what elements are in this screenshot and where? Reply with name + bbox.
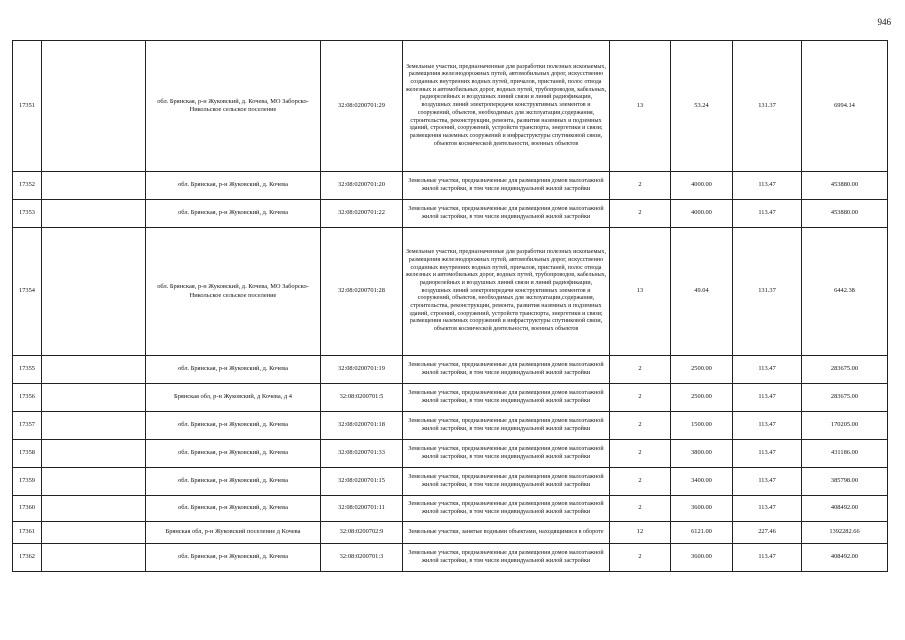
land-use-cell: Земельные участки, предназначенные для размещения домов малоэтажной жилой застройки, в том числе индивидуальной жилой застройки bbox=[403, 440, 610, 468]
blank-cell bbox=[42, 412, 146, 440]
cadastral-number-cell: 32:08:0200701:19 bbox=[321, 356, 403, 384]
group-cell: 12 bbox=[610, 522, 671, 544]
row-number: 17361 bbox=[13, 522, 42, 544]
address-cell: Брянская обл, р-н Жуковский, д Кочева, д 4 bbox=[146, 384, 321, 412]
land-use-cell: Земельные участки, предназначенные для разработки полезных ископаемых, размещения железнодорожных путей, автомобильных дорог, искусственно созданных внутренних водных путей, причалов, пристаней, полос отвода железных и автомобильных дорог, водных путей, трубопроводов, кабельных, радиорелейных и воздушных линий связи и линий радиофикации, воздушных линий электропередачи конструктивных элементов и сооружений, объектов, необходимых для эксплуатации,содержания, строительства, реконструкции, ремонта, развития наземных и подземных зданий, строений, сооружений, устройств транспорта, энергетики и связи; размещения наземных сооружений и инфраструктуры спутниковой связи, объектов космической деятельности, военных объектов bbox=[403, 228, 610, 356]
blank-cell bbox=[42, 522, 146, 544]
cadastral-value-cell: 6994.14 bbox=[802, 41, 888, 172]
rate-cell: 113.47 bbox=[733, 200, 802, 228]
table-row bbox=[13, 384, 888, 412]
cadastral-value-cell: 453880.00 bbox=[802, 172, 888, 200]
cadastral-value-cell: 170205.00 bbox=[802, 412, 888, 440]
area-cell: 3800.00 bbox=[671, 440, 733, 468]
address-cell: обл. Брянская, р-н Жуковский, д. Кочева, МО Заборско-Никольское сельское поселение bbox=[146, 41, 321, 172]
cadastral-value-cell: 1392282.66 bbox=[802, 522, 888, 544]
rate-cell: 113.47 bbox=[733, 412, 802, 440]
cadastral-number-cell: 32:08:0200702:9 bbox=[321, 522, 403, 544]
blank-cell bbox=[42, 41, 146, 172]
table-row bbox=[13, 356, 888, 384]
rate-cell: 131.37 bbox=[733, 228, 802, 356]
blank-cell bbox=[42, 544, 146, 572]
area-cell: 49.04 bbox=[671, 228, 733, 356]
cadastral-value-cell: 283675.00 bbox=[802, 384, 888, 412]
row-number: 17354 bbox=[13, 228, 42, 356]
cadastral-value-table bbox=[12, 40, 888, 572]
cadastral-value-cell: 408492.00 bbox=[802, 544, 888, 572]
row-number: 17353 bbox=[13, 200, 42, 228]
rate-cell: 113.47 bbox=[733, 440, 802, 468]
row-number: 17358 bbox=[13, 440, 42, 468]
area-cell: 53.24 bbox=[671, 41, 733, 172]
cadastral-value-cell: 453880.00 bbox=[802, 200, 888, 228]
rate-cell: 113.47 bbox=[733, 544, 802, 572]
blank-cell bbox=[42, 356, 146, 384]
group-cell: 2 bbox=[610, 440, 671, 468]
land-use-cell: Земельные участки, предназначенные для размещения домов малоэтажной жилой застройки, в том числе индивидуальной жилой застройки bbox=[403, 544, 610, 572]
group-cell: 2 bbox=[610, 172, 671, 200]
group-cell: 2 bbox=[610, 544, 671, 572]
address-cell: обл. Брянская, р-н Жуковский, д. Кочева bbox=[146, 496, 321, 522]
table-row bbox=[13, 172, 888, 200]
rate-cell: 113.47 bbox=[733, 468, 802, 496]
cadastral-number-cell: 32:08:0200701:5 bbox=[321, 384, 403, 412]
cadastral-value-cell: 385798.00 bbox=[802, 468, 888, 496]
table-row bbox=[13, 412, 888, 440]
address-cell: обл. Брянская, р-н Жуковский, д. Кочева bbox=[146, 172, 321, 200]
group-cell: 13 bbox=[610, 41, 671, 172]
rate-cell: 113.47 bbox=[733, 172, 802, 200]
rate-cell: 113.47 bbox=[733, 356, 802, 384]
group-cell: 2 bbox=[610, 356, 671, 384]
land-use-cell: Земельные участки, предназначенные для размещения домов малоэтажной жилой застройки, в том числе индивидуальной жилой застройки bbox=[403, 468, 610, 496]
row-number: 17362 bbox=[13, 544, 42, 572]
land-use-cell: Земельные участки, занятые водными объектами, находящимися в обороте bbox=[403, 522, 610, 544]
rate-cell: 227.46 bbox=[733, 522, 802, 544]
row-number: 17356 bbox=[13, 384, 42, 412]
table-row bbox=[13, 522, 888, 544]
area-cell: 4000.00 bbox=[671, 172, 733, 200]
land-use-cell: Земельные участки, предназначенные для размещения домов малоэтажной жилой застройки, в том числе индивидуальной жилой застройки bbox=[403, 200, 610, 228]
table-row bbox=[13, 496, 888, 522]
cadastral-number-cell: 32:08:0200701:11 bbox=[321, 496, 403, 522]
area-cell: 4000.00 bbox=[671, 200, 733, 228]
table-row bbox=[13, 228, 888, 356]
rate-cell: 131.37 bbox=[733, 41, 802, 172]
blank-cell bbox=[42, 468, 146, 496]
row-number: 17351 bbox=[13, 41, 42, 172]
area-cell: 6121.00 bbox=[671, 522, 733, 544]
address-cell: обл. Брянская, р-н Жуковский, д. Кочева bbox=[146, 440, 321, 468]
row-number: 17352 bbox=[13, 172, 42, 200]
cadastral-value-cell: 283675.00 bbox=[802, 356, 888, 384]
land-use-cell: Земельные участки, предназначенные для размещения домов малоэтажной жилой застройки, в том числе индивидуальной жилой застройки bbox=[403, 384, 610, 412]
area-cell: 3400.00 bbox=[671, 468, 733, 496]
cadastral-value-cell: 6442.38 bbox=[802, 228, 888, 356]
table-row bbox=[13, 468, 888, 496]
table-row bbox=[13, 41, 888, 172]
land-use-cell: Земельные участки, предназначенные для размещения домов малоэтажной жилой застройки, в том числе индивидуальной жилой застройки bbox=[403, 496, 610, 522]
address-cell: обл. Брянская, р-н Жуковский, д. Кочева, МО Заборско-Никольское сельское поселение bbox=[146, 228, 321, 356]
group-cell: 13 bbox=[610, 228, 671, 356]
table-row bbox=[13, 544, 888, 572]
group-cell: 2 bbox=[610, 496, 671, 522]
cadastral-value-cell: 431186.00 bbox=[802, 440, 888, 468]
blank-cell bbox=[42, 440, 146, 468]
blank-cell bbox=[42, 200, 146, 228]
address-cell: обл. Брянская, р-н Жуковский, д. Кочева bbox=[146, 468, 321, 496]
row-number: 17357 bbox=[13, 412, 42, 440]
area-cell: 2500.00 bbox=[671, 384, 733, 412]
address-cell: Брянская обл, р-н Жуковский поселение д Кочева bbox=[146, 522, 321, 544]
area-cell: 2500.00 bbox=[671, 356, 733, 384]
table-row bbox=[13, 200, 888, 228]
group-cell: 2 bbox=[610, 412, 671, 440]
cadastral-number-cell: 32:08:0200701:22 bbox=[321, 200, 403, 228]
row-number: 17360 bbox=[13, 496, 42, 522]
land-use-cell: Земельные участки, предназначенные для размещения домов малоэтажной жилой застройки, в том числе индивидуальной жилой застройки bbox=[403, 172, 610, 200]
group-cell: 2 bbox=[610, 468, 671, 496]
row-number: 17359 bbox=[13, 468, 42, 496]
cadastral-value-cell: 408492.00 bbox=[802, 496, 888, 522]
land-use-cell: Земельные участки, предназначенные для размещения домов малоэтажной жилой застройки, в том числе индивидуальной жилой застройки bbox=[403, 412, 610, 440]
blank-cell bbox=[42, 172, 146, 200]
cadastral-number-cell: 32:08:0200701:18 bbox=[321, 412, 403, 440]
group-cell: 2 bbox=[610, 200, 671, 228]
cadastral-number-cell: 32:08:0200701:3 bbox=[321, 544, 403, 572]
address-cell: обл. Брянская, р-н Жуковский, д. Кочева bbox=[146, 200, 321, 228]
table-row bbox=[13, 440, 888, 468]
address-cell: обл. Брянская, р-н Жуковский, д. Кочева bbox=[146, 544, 321, 572]
cadastral-number-cell: 32:08:0200701:15 bbox=[321, 468, 403, 496]
table-body bbox=[13, 41, 888, 572]
land-use-cell: Земельные участки, предназначенные для разработки полезных ископаемых, размещения железнодорожных путей, автомобильных дорог, искусственно созданных внутренних водных путей, причалов, пристаней, полос отвода железных и автомобильных дорог, водных путей, трубопроводов, кабельных, радиорелейных и воздушных линий связи и линий радиофикации, воздушных линий электропередачи конструктивных элементов и сооружений, объектов, необходимых для эксплуатации,содержания, строительства, реконструкции, ремонта, развития наземных и подземных зданий, строений, сооружений, устройств транспорта, энергетики и связи; размещения наземных сооружений и инфраструктуры спутниковой связи, объектов космической деятельности, военных объектов bbox=[403, 41, 610, 172]
row-number: 17355 bbox=[13, 356, 42, 384]
blank-cell bbox=[42, 496, 146, 522]
group-cell: 2 bbox=[610, 384, 671, 412]
blank-cell bbox=[42, 228, 146, 356]
address-cell: обл. Брянская, р-н Жуковский, д. Кочева bbox=[146, 412, 321, 440]
area-cell: 3600.00 bbox=[671, 544, 733, 572]
area-cell: 1500.00 bbox=[671, 412, 733, 440]
cadastral-number-cell: 32:08:0200701:20 bbox=[321, 172, 403, 200]
cadastral-number-cell: 32:08:0200701:28 bbox=[321, 228, 403, 356]
cadastral-number-cell: 32:08:0200701:29 bbox=[321, 41, 403, 172]
address-cell: обл. Брянская, р-н Жуковский, д. Кочева bbox=[146, 356, 321, 384]
cadastral-number-cell: 32:08:0200701:33 bbox=[321, 440, 403, 468]
land-use-cell: Земельные участки, предназначенные для размещения домов малоэтажной жилой застройки, в том числе индивидуальной жилой застройки bbox=[403, 356, 610, 384]
page-number: 946 bbox=[877, 17, 891, 27]
area-cell: 3600.00 bbox=[671, 496, 733, 522]
blank-cell bbox=[42, 384, 146, 412]
rate-cell: 113.47 bbox=[733, 496, 802, 522]
rate-cell: 113.47 bbox=[733, 384, 802, 412]
